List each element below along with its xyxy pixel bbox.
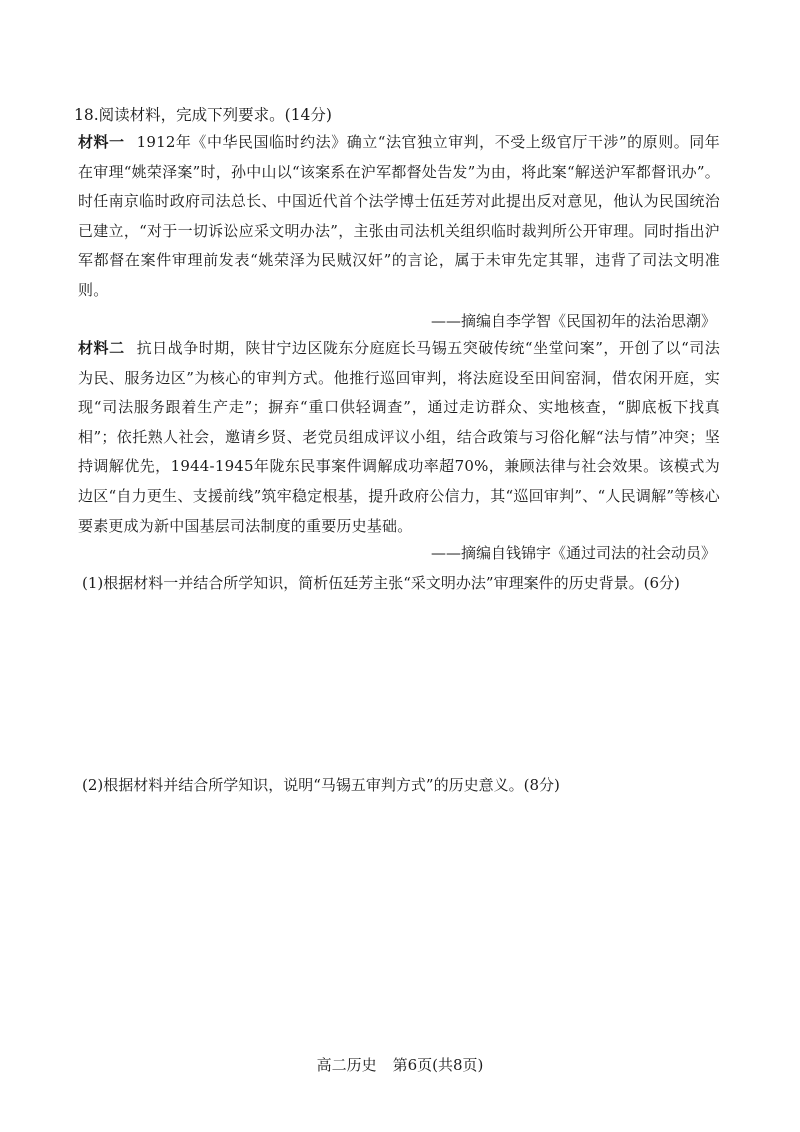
material-one-source: ——摘编自李学智《民国初年的法治思潮》 bbox=[430, 312, 716, 330]
footer-subject: 高二历史 bbox=[316, 1056, 377, 1074]
footer-page-number: 第6页(共8页) bbox=[392, 1056, 484, 1074]
material-two bbox=[78, 334, 720, 541]
material-one-text: 1912年《中华民国临时约法》确立“法官独立审判，不受上级官厅干涉”的原则。同年在审理“姚荣泽案”时，孙中山以“该案系在沪军都督处告发”为由，将此案“解送沪军都督讯办”。时任南京临时政府司法总长、中国近代首个法学博士伍廷芳对此提出反对意见，他认为民国统治已建立，“对于一切诉讼应采文明办法”，主张由司法机关组织临时裁判所公开审理。同时指出沪军都督在案件审理前发表“姚荣泽为民贼汉奸”的言论，属于未审先定其罪，违背了司法文明准则。 bbox=[78, 133, 720, 299]
question-header: 18.阅读材料，完成下列要求。(14分) bbox=[74, 106, 332, 124]
sub-question-2: (2)根据材料并结合所学知识，说明“马锡五审判方式”的历史意义。(8分) bbox=[82, 776, 560, 794]
sub-question-1: (1)根据材料一并结合所学知识，简析伍廷芳主张“采文明办法”审理案件的历史背景。(6分) bbox=[82, 574, 680, 592]
material-one bbox=[78, 128, 720, 306]
material-two-label: 材料二 bbox=[78, 339, 125, 357]
page-footer bbox=[0, 1054, 800, 1076]
material-one-label: 材料一 bbox=[78, 133, 125, 151]
material-two-text: 抗日战争时期，陕甘宁边区陇东分庭庭长马锡五突破传统“坐堂问案”，开创了以“司法为民、服务边区”为核心的审判方式。他推行巡回审判，将法庭设至田间窑洞，借农闲开庭，实现“司法服务跟着生产走”；摒弃“重口供轻调查”，通过走访群众、实地核查，“脚底板下找真相”；依托熟人社会，邀请乡贤、老党员组成评议小组，结合政策与习俗化解“法与情”冲突；坚持调解优先，1944-1945年陇东民事案件调解成功率超70%，兼顾法律与社会效果。该模式为边区“自力更生、支援前线”筑牢稳定根基，提升政府公信力，其“巡回审判”、“人民调解”等核心要素更成为新中国基层司法制度的重要历史基础。 bbox=[78, 339, 721, 535]
material-two-source: ——摘编自钱锦宇《通过司法的社会动员》 bbox=[430, 544, 716, 562]
